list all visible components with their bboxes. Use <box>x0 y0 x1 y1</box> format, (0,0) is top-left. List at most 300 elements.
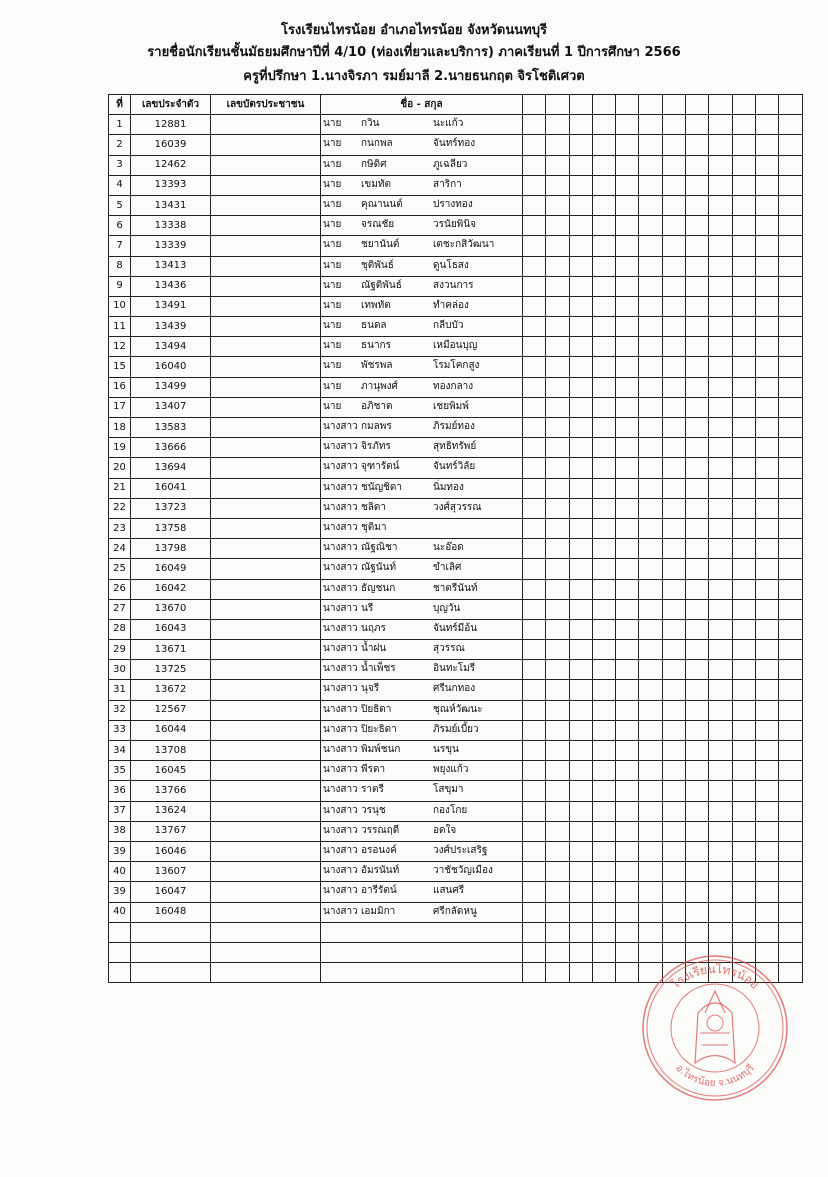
student-id: 13766 <box>131 781 211 801</box>
blank-cell <box>662 680 685 700</box>
blank-cell <box>592 922 615 942</box>
blank-cell <box>523 418 546 438</box>
blank-cell <box>732 761 755 781</box>
blank-cell <box>709 397 732 417</box>
blank-cell <box>709 115 732 135</box>
blank-cell <box>592 498 615 518</box>
blank-cell <box>662 135 685 155</box>
blank-cell <box>639 882 662 902</box>
student-name-cell <box>321 418 523 438</box>
blank-cell <box>662 397 685 417</box>
blank-cell <box>779 801 802 821</box>
blank-cell <box>755 761 778 781</box>
row-number: 6 <box>109 216 131 236</box>
row-number: 3 <box>109 155 131 175</box>
student-name-cell <box>321 781 523 801</box>
blank-cell <box>709 317 732 337</box>
blank-cell <box>732 135 755 155</box>
blank-cell <box>616 660 639 680</box>
student-id: 16041 <box>131 478 211 498</box>
blank-cell <box>686 296 709 316</box>
last-name: จันทร์วิลัย <box>433 461 476 473</box>
table-row <box>109 438 803 458</box>
national-id-cell <box>211 357 321 377</box>
blank-cell <box>662 862 685 882</box>
last-name: นะแก้ว <box>433 118 464 130</box>
national-id-cell <box>211 882 321 902</box>
blank-cell <box>662 115 685 135</box>
blank-cell <box>546 700 569 720</box>
national-id-cell <box>211 256 321 276</box>
blank-cell <box>709 660 732 680</box>
last-name: นิ่มทอง <box>433 481 464 493</box>
last-name: สุวรรณ <box>433 643 465 655</box>
blank-cell <box>662 579 685 599</box>
student-id: 13694 <box>131 458 211 478</box>
blank-cell <box>755 478 778 498</box>
student-name-cell <box>321 862 523 882</box>
row-number: 23 <box>109 518 131 538</box>
blank-cell <box>662 781 685 801</box>
blank-cell <box>639 599 662 619</box>
blank-cell <box>639 175 662 195</box>
blank-cell <box>732 317 755 337</box>
blank-cell <box>639 619 662 639</box>
blank-cell <box>639 741 662 761</box>
blank-cell <box>592 155 615 175</box>
blank-cell <box>709 458 732 478</box>
last-name: จันทร์มีอ้น <box>433 622 478 634</box>
blank-cell <box>779 438 802 458</box>
blank-cell <box>592 599 615 619</box>
blank-cell <box>779 236 802 256</box>
blank-cell <box>709 801 732 821</box>
blank-cell <box>686 720 709 740</box>
blank-cell <box>662 559 685 579</box>
blank-cell <box>592 518 615 538</box>
blank-cell <box>616 640 639 660</box>
blank-cell <box>523 761 546 781</box>
blank-cell <box>639 680 662 700</box>
blank-cell <box>569 559 592 579</box>
blank-cell <box>616 276 639 296</box>
blank-cell <box>709 841 732 861</box>
blank-cell <box>755 155 778 175</box>
first-name: ณัฐณิชา <box>361 542 398 554</box>
blank-cell <box>709 175 732 195</box>
blank-cell <box>639 135 662 155</box>
blank-cell <box>709 438 732 458</box>
blank-cell <box>592 337 615 357</box>
blank-cell <box>686 640 709 660</box>
blank-cell <box>709 256 732 276</box>
first-name: นฤภร <box>361 622 386 634</box>
blank-cell <box>546 599 569 619</box>
first-name: ชลิดา <box>361 501 387 513</box>
blank-cell <box>686 902 709 922</box>
national-id-cell <box>211 135 321 155</box>
header-blank-cell <box>639 95 662 115</box>
name-title: นางสาว <box>323 521 358 533</box>
blank-cell <box>639 276 662 296</box>
blank-cell <box>616 700 639 720</box>
blank-cell <box>709 276 732 296</box>
table-row <box>109 518 803 538</box>
blank-cell <box>616 619 639 639</box>
blank-cell <box>779 579 802 599</box>
blank-cell <box>709 741 732 761</box>
student-name-cell <box>321 841 523 861</box>
blank-cell <box>523 276 546 296</box>
name-title: นางสาว <box>323 542 358 554</box>
row-number: 2 <box>109 135 131 155</box>
blank-cell <box>523 337 546 357</box>
blank-cell <box>592 276 615 296</box>
last-name: แสนศรี <box>433 885 465 897</box>
blank-cell <box>523 478 546 498</box>
blank-cell <box>523 377 546 397</box>
blank-cell <box>592 640 615 660</box>
blank-cell <box>546 115 569 135</box>
blank-cell <box>662 518 685 538</box>
table-row <box>109 276 803 296</box>
blank-cell <box>592 236 615 256</box>
blank-cell <box>592 135 615 155</box>
student-name-cell <box>321 115 523 135</box>
blank-cell <box>546 195 569 215</box>
blank-cell <box>592 781 615 801</box>
blank-cell <box>592 397 615 417</box>
name-title: นางสาว <box>323 885 358 897</box>
blank-cell <box>546 619 569 639</box>
blank-cell <box>616 801 639 821</box>
blank-cell <box>592 357 615 377</box>
blank-cell <box>569 761 592 781</box>
blank-cell <box>779 276 802 296</box>
blank-cell <box>662 700 685 720</box>
row-number: 37 <box>109 801 131 821</box>
row-number: 31 <box>109 680 131 700</box>
table-row <box>109 478 803 498</box>
blank-cell <box>523 195 546 215</box>
blank-cell <box>732 175 755 195</box>
student-name-cell <box>321 276 523 296</box>
first-name: กวิน <box>361 118 380 130</box>
blank-cell <box>779 700 802 720</box>
blank-cell <box>779 498 802 518</box>
blank-cell <box>616 579 639 599</box>
name-title: นางสาว <box>323 744 358 755</box>
blank-cell <box>569 680 592 700</box>
table-row <box>109 821 803 841</box>
blank-cell <box>709 700 732 720</box>
blank-cell <box>732 236 755 256</box>
blank-cell <box>709 498 732 518</box>
blank-cell <box>662 195 685 215</box>
blank-cell <box>686 216 709 236</box>
blank-cell <box>592 195 615 215</box>
blank-cell <box>662 619 685 639</box>
row-number: 34 <box>109 741 131 761</box>
student-id: 13672 <box>131 680 211 700</box>
last-name: อดใจ <box>433 824 457 836</box>
blank-cell <box>639 115 662 135</box>
student-id: 13670 <box>131 599 211 619</box>
national-id-cell <box>211 195 321 215</box>
blank-cell <box>546 922 569 942</box>
national-id-cell <box>211 518 321 538</box>
blank-cell <box>546 296 569 316</box>
blank-cell <box>662 236 685 256</box>
blank-cell <box>546 660 569 680</box>
blank-cell <box>639 539 662 559</box>
table-row <box>109 882 803 902</box>
blank-cell <box>779 599 802 619</box>
blank-cell <box>755 458 778 478</box>
blank-cell <box>709 337 732 357</box>
blank-cell <box>569 195 592 215</box>
blank-cell <box>639 922 662 942</box>
blank-cell <box>779 256 802 276</box>
blank-cell <box>732 741 755 761</box>
table-row <box>109 700 803 720</box>
blank-cell <box>523 216 546 236</box>
blank-cell <box>569 276 592 296</box>
table-row <box>109 539 803 559</box>
header-blank-cell <box>732 95 755 115</box>
blank-cell <box>616 882 639 902</box>
blank-cell <box>569 296 592 316</box>
blank-cell <box>779 781 802 801</box>
blank-cell <box>732 882 755 902</box>
student-name-cell <box>321 559 523 579</box>
first-name: ธนากร <box>361 340 391 352</box>
blank-cell <box>639 155 662 175</box>
name-title: นางสาว <box>323 844 358 856</box>
first-name: เทพทัต <box>361 299 391 311</box>
blank-cell <box>523 296 546 316</box>
name-title: นางสาว <box>323 421 358 432</box>
blank-cell <box>662 599 685 619</box>
blank-cell <box>546 761 569 781</box>
student-name-cell <box>321 458 523 478</box>
blank-cell <box>616 337 639 357</box>
student-name-cell <box>321 236 523 256</box>
blank-cell <box>569 700 592 720</box>
last-name: ภูเฉลียว <box>433 158 468 170</box>
school-heading: โรงเรียนไทรน้อย อำเภอไทรน้อย จังหวัดนนทบุรี <box>281 23 547 38</box>
blank-cell <box>709 761 732 781</box>
blank-cell <box>639 418 662 438</box>
blank-cell <box>569 720 592 740</box>
blank-cell <box>686 862 709 882</box>
national-id-cell <box>211 397 321 417</box>
blank-cell <box>523 236 546 256</box>
table-row <box>109 841 803 861</box>
blank-cell <box>639 841 662 861</box>
blank-cell <box>616 478 639 498</box>
student-roster-table <box>108 94 803 983</box>
header-national-id: เลขบัตรประชาชน <box>211 95 321 115</box>
blank-cell <box>639 337 662 357</box>
name-title: นางสาว <box>323 622 358 634</box>
blank-cell <box>709 821 732 841</box>
blank-cell <box>732 418 755 438</box>
blank-cell <box>523 498 546 518</box>
student-name-cell <box>321 216 523 236</box>
name-title: นาย <box>323 400 342 412</box>
student-id: 16040 <box>131 357 211 377</box>
first-name: ราตรี <box>361 784 384 796</box>
blank-cell <box>569 236 592 256</box>
blank-cell <box>709 882 732 902</box>
blank-cell <box>686 579 709 599</box>
blank-cell <box>779 458 802 478</box>
blank-cell <box>546 155 569 175</box>
blank-cell <box>686 619 709 639</box>
name-title: นาย <box>323 259 342 271</box>
national-id-cell <box>211 680 321 700</box>
blank-cell <box>616 841 639 861</box>
blank-cell <box>616 458 639 478</box>
table-row <box>109 418 803 438</box>
blank-cell <box>755 821 778 841</box>
table-row <box>109 135 803 155</box>
first-name: ชุติพันธ์ <box>361 259 394 271</box>
blank-cell <box>709 922 732 942</box>
blank-cell <box>639 317 662 337</box>
row-number: 8 <box>109 256 131 276</box>
student-name-cell <box>321 337 523 357</box>
row-number: 7 <box>109 236 131 256</box>
student-id: 13708 <box>131 741 211 761</box>
blank-cell <box>616 680 639 700</box>
last-name: กลีบบัว <box>433 320 464 332</box>
national-id-cell <box>211 761 321 781</box>
blank-cell <box>523 115 546 135</box>
row-number: 29 <box>109 640 131 660</box>
blank-cell <box>592 317 615 337</box>
blank-cell <box>732 115 755 135</box>
student-id: 13339 <box>131 236 211 256</box>
last-name: ชุณห์วัฒนะ <box>433 703 483 715</box>
blank-cell <box>592 801 615 821</box>
blank-cell <box>709 518 732 538</box>
blank-cell <box>546 680 569 700</box>
blank-cell <box>546 579 569 599</box>
blank-cell <box>686 256 709 276</box>
national-id-cell <box>211 236 321 256</box>
blank-cell <box>523 821 546 841</box>
name-title: นาย <box>323 320 342 332</box>
name-title: นางสาว <box>323 441 358 453</box>
row-number: 39 <box>109 841 131 861</box>
blank-cell <box>732 841 755 861</box>
blank-cell <box>639 377 662 397</box>
blank-cell <box>616 720 639 740</box>
national-id-cell <box>211 801 321 821</box>
blank-cell <box>662 801 685 821</box>
blank-cell <box>662 902 685 922</box>
first-name: เอมมิกา <box>361 905 396 917</box>
blank-cell <box>779 720 802 740</box>
blank-cell <box>732 700 755 720</box>
name-title: นางสาว <box>323 562 358 574</box>
student-name-cell <box>321 801 523 821</box>
name-title: นาย <box>323 178 342 190</box>
blank-cell <box>569 821 592 841</box>
first-name: ชยานันต์ <box>361 239 400 251</box>
blank-cell <box>709 720 732 740</box>
student-id: 13624 <box>131 801 211 821</box>
blank-cell <box>709 559 732 579</box>
blank-cell <box>592 841 615 861</box>
student-name-cell <box>321 377 523 397</box>
blank-cell <box>662 922 685 942</box>
row-number: 19 <box>109 438 131 458</box>
blank-cell <box>592 720 615 740</box>
national-id-cell <box>211 276 321 296</box>
name-title: นางสาว <box>323 461 358 473</box>
blank-cell <box>709 478 732 498</box>
blank-cell <box>523 882 546 902</box>
blank-cell <box>686 357 709 377</box>
blank-cell <box>779 317 802 337</box>
blank-cell <box>592 115 615 135</box>
blank-cell <box>755 741 778 761</box>
blank-cell <box>523 599 546 619</box>
table-row <box>109 599 803 619</box>
row-number: 11 <box>109 317 131 337</box>
last-name: สงวนการ <box>433 279 474 291</box>
row-number: 33 <box>109 720 131 740</box>
blank-cell <box>523 357 546 377</box>
blank-cell <box>616 256 639 276</box>
national-id-cell <box>211 720 321 740</box>
blank-cell <box>639 720 662 740</box>
table-row <box>109 236 803 256</box>
first-name: ณัฐติพันธ์ <box>361 279 402 291</box>
name-title: นาย <box>323 340 342 352</box>
row-number: 9 <box>109 276 131 296</box>
student-id: 13583 <box>131 418 211 438</box>
row-number: 5 <box>109 195 131 215</box>
blank-cell <box>779 296 802 316</box>
blank-cell <box>662 216 685 236</box>
name-title: นาย <box>323 380 342 392</box>
student-name-cell <box>321 741 523 761</box>
blank-cell <box>732 559 755 579</box>
blank-cell <box>639 518 662 538</box>
row-number: 40 <box>109 902 131 922</box>
blank-cell <box>546 438 569 458</box>
blank-cell <box>639 862 662 882</box>
row-number: 18 <box>109 418 131 438</box>
blank-cell <box>546 640 569 660</box>
blank-cell <box>546 357 569 377</box>
blank-cell <box>546 256 569 276</box>
student-name-cell <box>321 660 523 680</box>
last-name: ศรีนกทอง <box>433 683 476 695</box>
table-header-row <box>109 95 803 115</box>
student-id: 13439 <box>131 317 211 337</box>
blank-cell <box>732 256 755 276</box>
row-number: 24 <box>109 539 131 559</box>
blank-cell <box>616 741 639 761</box>
national-id-cell <box>211 155 321 175</box>
last-name: วงศ์ประเสริฐ <box>433 844 488 856</box>
row-number: 40 <box>109 862 131 882</box>
